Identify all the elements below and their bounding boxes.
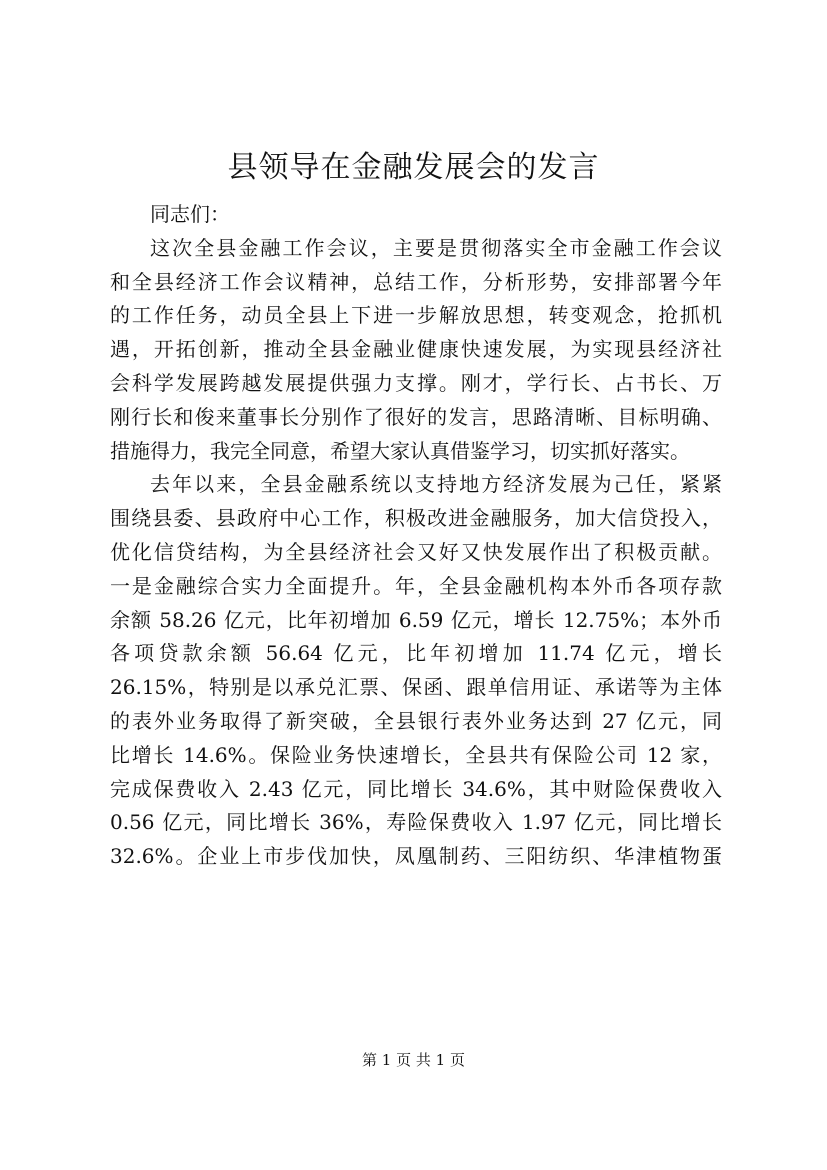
text-line: 0.56 亿元，同比增长 36%，寿险保费收入 1.97 亿元，同比增长 xyxy=(110,810,722,835)
text-line: 比增长 14.6%。保险业务快速增长，全县共有保险公司 12 家， xyxy=(110,742,722,767)
text-line: 措施得力，我完全同意，希望大家认真借鉴学习，切实抓好落实。 xyxy=(110,438,690,463)
text-line: 26.15%，特别是以承兑汇票、保函、跟单信用证、承诺等为主体 xyxy=(110,675,722,700)
document-title: 县领导在金融发展会的发言 xyxy=(227,150,600,185)
text-line: 去年以来，全县金融系统以支持地方经济发展为己任，紧紧 xyxy=(150,472,722,497)
text-line: 完成保费收入 2.43 亿元，同比增长 34.6%，其中财险保费收入 xyxy=(110,776,722,801)
text-line: 32.6%。企业上市步伐加快，凤凰制药、三阳纺织、华津植物蛋 xyxy=(110,844,722,869)
text-line: 同志们： xyxy=(150,202,230,226)
page-footer: 第 1 页 共 1 页 xyxy=(362,1051,465,1069)
text-line: 余额 58.26 亿元，比年初增加 6.59 亿元，增长 12.75%；本外币 xyxy=(110,607,722,632)
text-line: 会科学发展跨越发展提供强力支撑。刚才，学行长、占书长、万 xyxy=(110,370,722,395)
document-body xyxy=(110,198,722,874)
text-line: 各项贷款余额 56.64 亿元，比年初增加 11.74 亿元，增长 xyxy=(110,641,722,666)
text-line: 优化信贷结构，为全县经济社会又好又快发展作出了积极贡献。 xyxy=(110,539,722,564)
text-line: 遇，开拓创新，推动全县金融业健康快速发展，为实现县经济社 xyxy=(110,337,722,362)
text-line: 的工作任务，动员全县上下进一步解放思想，转变观念，抢抓机 xyxy=(110,303,722,328)
text-line: 的表外业务取得了新突破，全县银行表外业务达到 27 亿元，同 xyxy=(110,708,722,733)
text-line: 刚行长和俊来董事长分别作了很好的发言，思路清晰、目标明确、 xyxy=(110,404,722,429)
text-line: 这次全县金融工作会议，主要是贯彻落实全市金融工作会议 xyxy=(150,235,722,260)
text-line: 和全县经济工作会议精神，总结工作，分析形势，安排部署今年 xyxy=(110,269,722,294)
text-line: 一是金融综合实力全面提升。年，全县金融机构本外币各项存款 xyxy=(110,573,722,598)
text-line: 围绕县委、县政府中心工作，积极改进金融服务，加大信贷投入， xyxy=(110,506,722,531)
